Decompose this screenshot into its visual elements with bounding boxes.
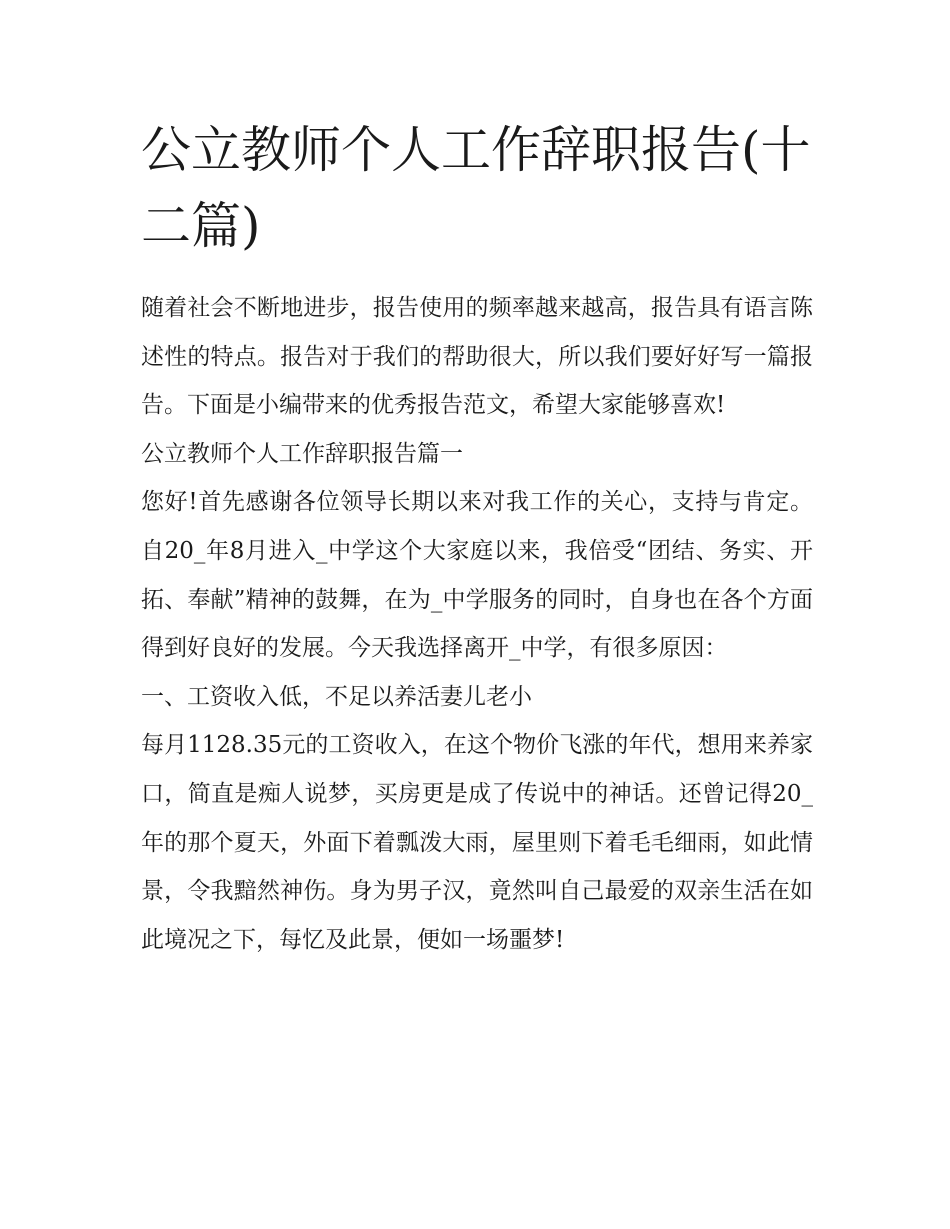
intro-paragraph: 随着社会不断地进步，报告使用的频率越来越高，报告具有语言陈述性的特点。报告对于我们的帮助很大，所以我们要好好写一篇报告。下面是小编带来的优秀报告范文，希望大家能够喜欢!: [141, 295, 813, 419]
reason-one-heading: 一、工资收入低，不足以养活妻儿老小: [141, 683, 532, 710]
reason-one-paragraph: 每月1128.35元的工资收入，在这个物价飞涨的年代，想用来养家口，简直是痴人说梦，买房更是成了传说中的神话。还曾记得20_年的那个夏天，外面下着瓢泼大雨，屋里则下着毛毛细雨，如此情景，令我黯然神伤。身为男子汉，竟然叫自己最爱的双亲生活在如此境况之下，每忆及此景，便如一场噩梦!: [141, 732, 813, 953]
section-one-paragraph: 您好!首先感谢各位领导长期以来对我工作的关心，支持与肯定。自20_年8月进入_中学这个大家庭以来，我倍受“团结、务实、开拓、奉献”精神的鼓舞，在为_中学服务的同时，自身也在各个方面得到好良好的发展。今天我选择离开_中学，有很多原因：: [141, 489, 813, 662]
document-page: [141, 112, 813, 964]
document-title: 公立教师个人工作辞职报告(十二篇): [141, 121, 811, 255]
section-one-heading: 公立教师个人工作辞职报告篇一: [141, 440, 463, 467]
